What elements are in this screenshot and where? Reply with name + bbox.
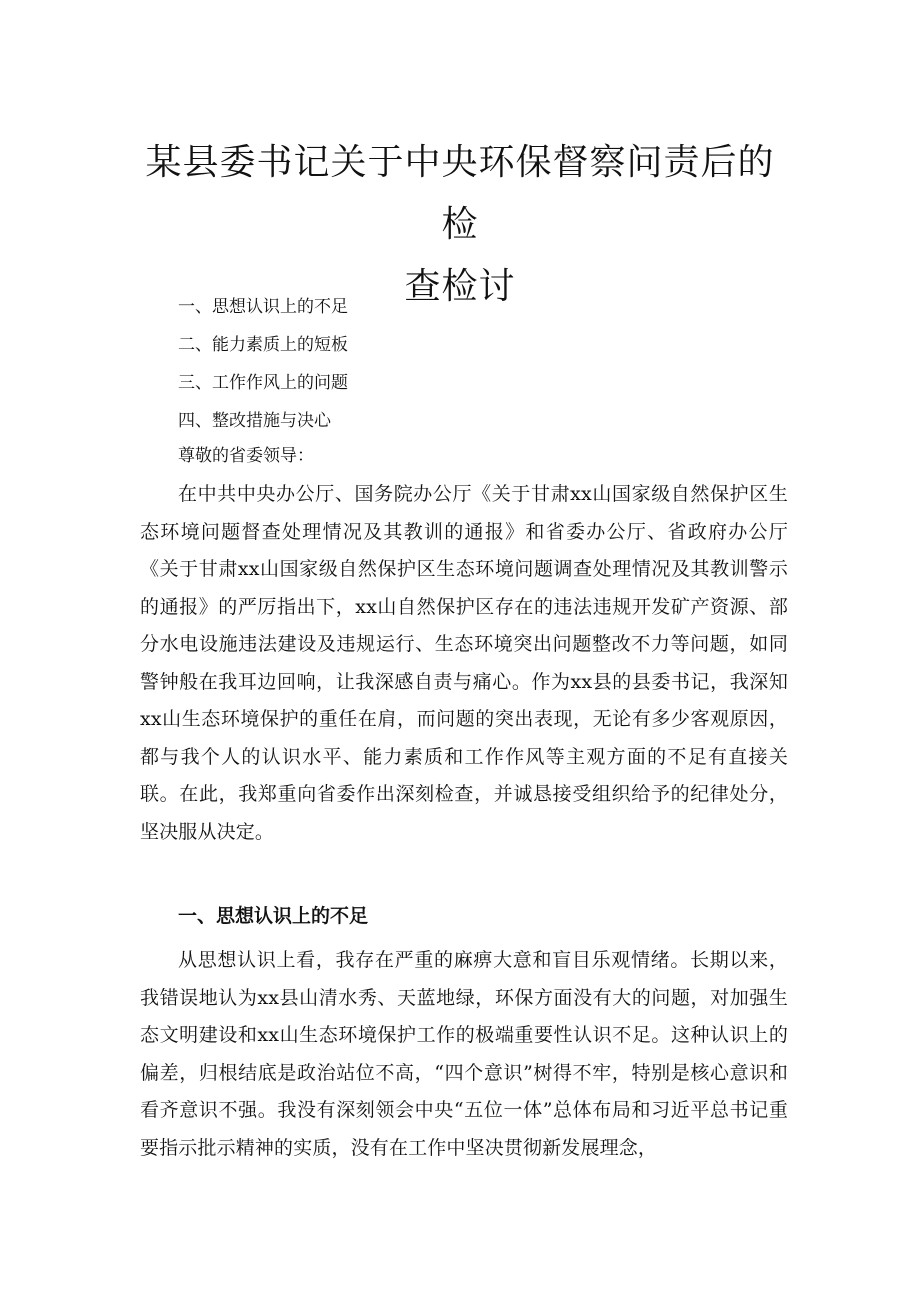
- title-line-1: 某县委书记关于中央环保督察问责后的检: [145, 142, 775, 246]
- toc-item: 二、能力素质上的短板: [178, 335, 348, 355]
- title-line-2: 查检讨: [404, 266, 516, 308]
- toc-item: 一、思想认识上的不足: [178, 297, 348, 317]
- toc-item: 四、整改措施与决心: [178, 411, 331, 431]
- toc-item: 三、工作作风上的问题: [178, 373, 348, 393]
- body-paragraph-intro: 在中共中央办公厅、国务院办公厅《关于甘肃xx山国家级自然保护区生态环境问题督查处理情况及其教训的通报》和省委办公厅、省政府办公厅《关于甘肃xx山国家级自然保护区生态环境问题调查处理情况及其教训警示的通报》的严厉指出下，xx山自然保护区存在的违法违规开发矿产资源、部分水电设施违法建设及违规运行、生态环境突出问题整改不力等问题，如同警钟般在我耳边回响，让我深感自责与痛心。作为xx县的县委书记，我深知xx山生态环境保护的重任在肩，而问题的突出表现，无论有多少客观原因，都与我个人的认识水平、能力素质和工作作风等主观方面的不足有直接关联。在此，我郑重向省委作出深刻检查，并诚恳接受组织给予的纪律处分，坚决服从决定。: [140, 483, 788, 843]
- section-heading: 一、思想认识上的不足: [178, 905, 369, 927]
- salutation: 尊敬的省委领导：: [178, 446, 314, 466]
- table-of-contents: [178, 288, 778, 440]
- body-paragraph-section1: 从思想认识上看，我存在严重的麻痹大意和盲目乐观情绪。长期以来，我错误地认为xx县山清水秀、天蓝地绿，环保方面没有大的问题，对加强生态文明建设和xx山生态环境保护工作的极端重要性认识不足。这种认识上的偏差，归根结底是政治站位不高，“四个意识”树得不牢，特别是核心意识和看齐意识不强。我没有深刻领会中央“五位一体”总体布局和习近平总书记重要指示批示精神的实质，没有在工作中坚决贯彻新发展理念，: [140, 949, 788, 1159]
